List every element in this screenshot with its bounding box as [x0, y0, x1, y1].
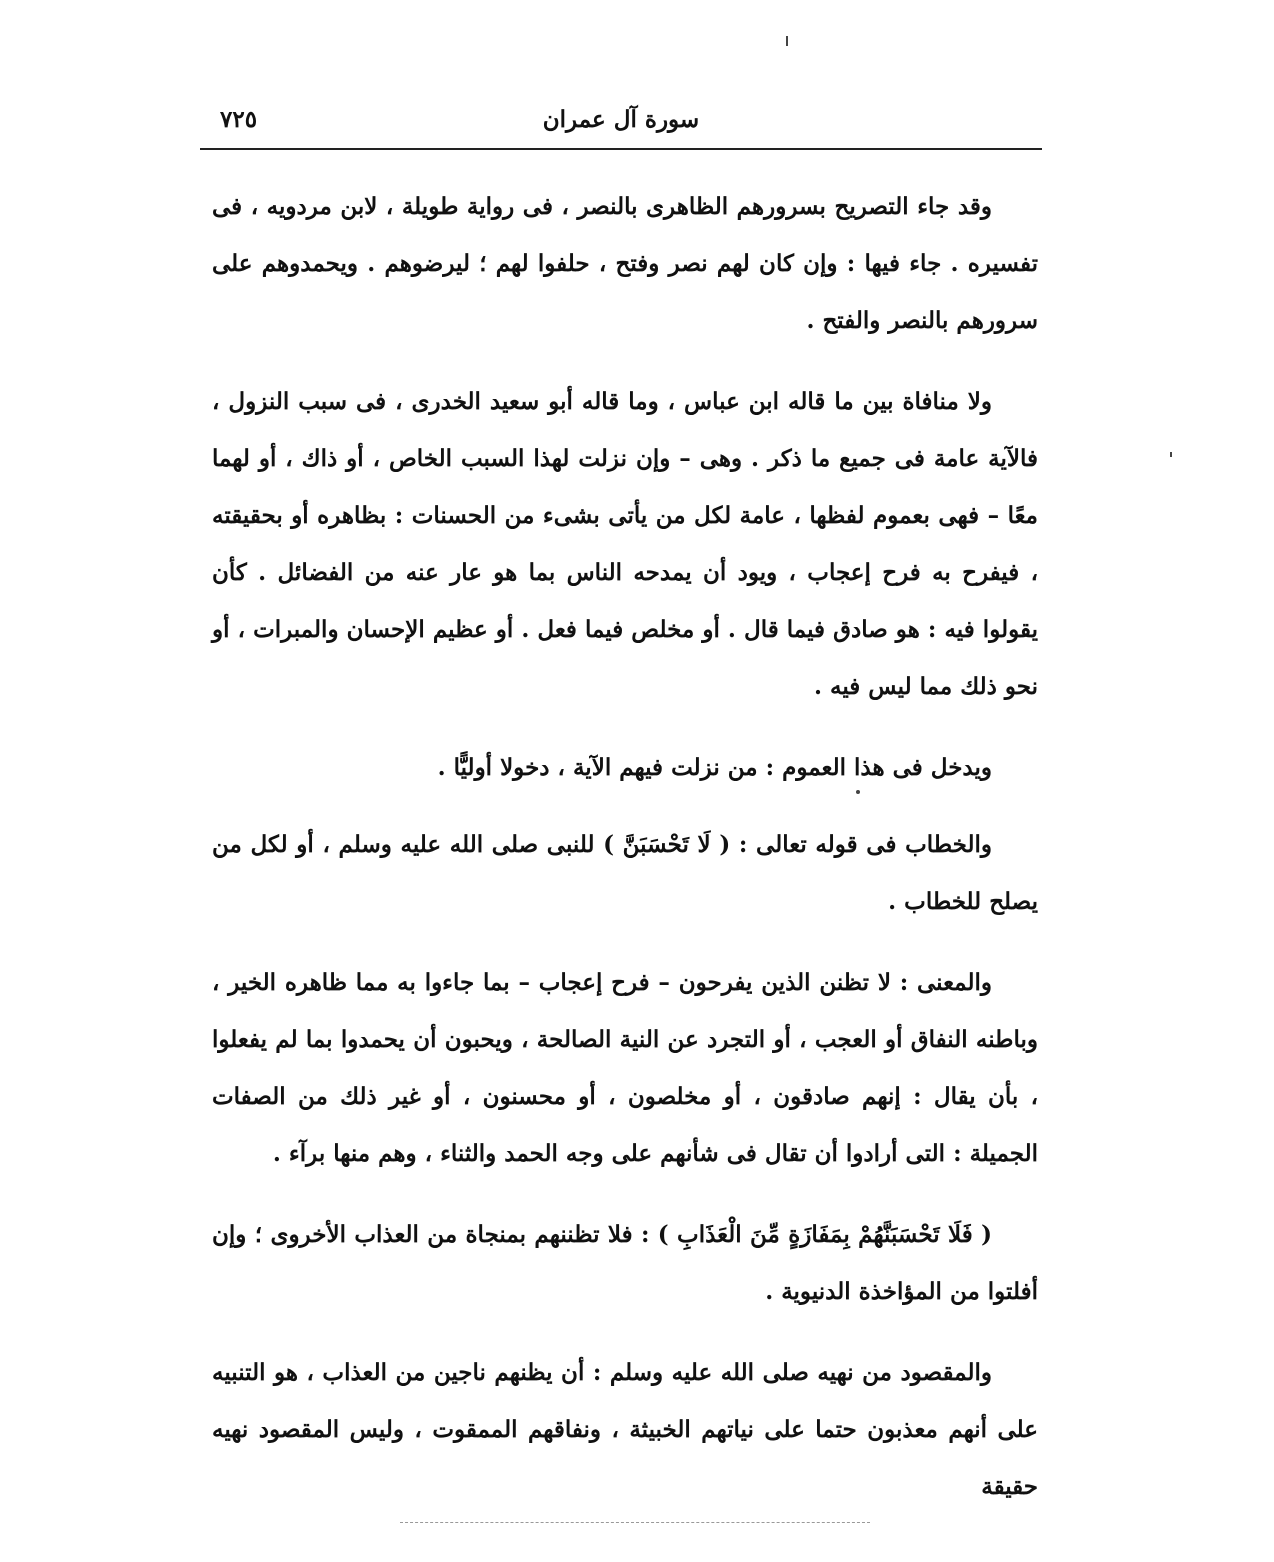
footer-rule — [400, 1522, 870, 1523]
page-header — [200, 100, 1042, 148]
running-title: سورة آل عمران — [542, 106, 700, 133]
paragraph-4: والخطاب فى قوله تعالى : ( لَا تَحْسَبَنَّ ) للنبى صلى الله عليه وسلم ، أو لكل من يصلح للخطاب . — [212, 831, 1038, 915]
scan-dot-right — [1170, 452, 1172, 457]
paragraph-3: ويدخل فى هذا العموم : من نزلت فيهم الآية ، دخولا أوليًّا . — [437, 754, 992, 781]
page-number: ٧٢٥ — [220, 106, 258, 133]
paragraph-7: والمقصود من نهيه صلى الله عليه وسلم : أن يظنهم ناجين من العذاب ، هو التنبيه على أنهم معذبون حتما على نياتهم الخبيثة ، ونفاقهم الممقوت ، وليس المقصود نهيه حقيقة — [212, 1359, 1038, 1500]
scan-dot-center — [856, 790, 860, 794]
header-rule — [200, 148, 1042, 150]
paragraph-6: ( فَلَا تَحْسَبَنَّهُمْ بِمَفَازَةٍ مِّنَ الْعَذَابِ ) : فلا تظننهم بمنجاة من العذاب الأخروى ؛ وإن أفلتوا من المؤاخذة الدنيوية . — [212, 1221, 1038, 1305]
paragraph-1: وقد جاء التصريح بسرورهم الظاهرى بالنصر ، فى رواية طويلة ، لابن مردويه ، فى تفسيره . جاء فيها : وإن كان لهم نصر وفتح ، حلفوا لهم ؛ ليرضوهم . ويحمدوهم على سرورهم بالنصر والفتح . — [212, 193, 1038, 334]
paragraph-5: والمعنى : لا تظنن الذين يفرحون – فرح إعجاب – بما جاءوا به مما ظاهره الخير ، وباطنه النفاق أو العجب ، أو التجرد عن النية الصالحة ، ويحبون أن يحمدوا بما لم يفعلوا ، بأن يقال : إنهم صادقون ، أو مخلصون ، أو محسنون ، أو غير ذلك من الصفات الجميلة : التى أرادوا أن تقال فى شأنهم على وجه الحمد والثناء ، وهم منها برآء . — [212, 969, 1038, 1167]
scan-mark-top — [786, 36, 788, 46]
paragraph-2: ولا منافاة بين ما قاله ابن عباس ، وما قاله أبو سعيد الخدرى ، فى سبب النزول ، فالآية عامة فى جميع ما ذكر . وهى – وإن نزلت لهذا السبب الخاص ، أو ذاك ، أو لهما معًا – فهى بعموم لفظها ، عامة لكل من يأتى بشىء من الحسنات : بظاهره أو بحقيقته ، فيفرح به فرح إعجاب ، ويود أن يمدحه الناس بما هو عار عنه من الفضائل . كأن يقولوا فيه : هو صادق فيما قال . أو مخلص فيما فعل . أو عظيم الإحسان والمبرات ، أو نحو ذلك مما ليس فيه . — [212, 388, 1039, 700]
body-text — [212, 178, 1038, 1539]
